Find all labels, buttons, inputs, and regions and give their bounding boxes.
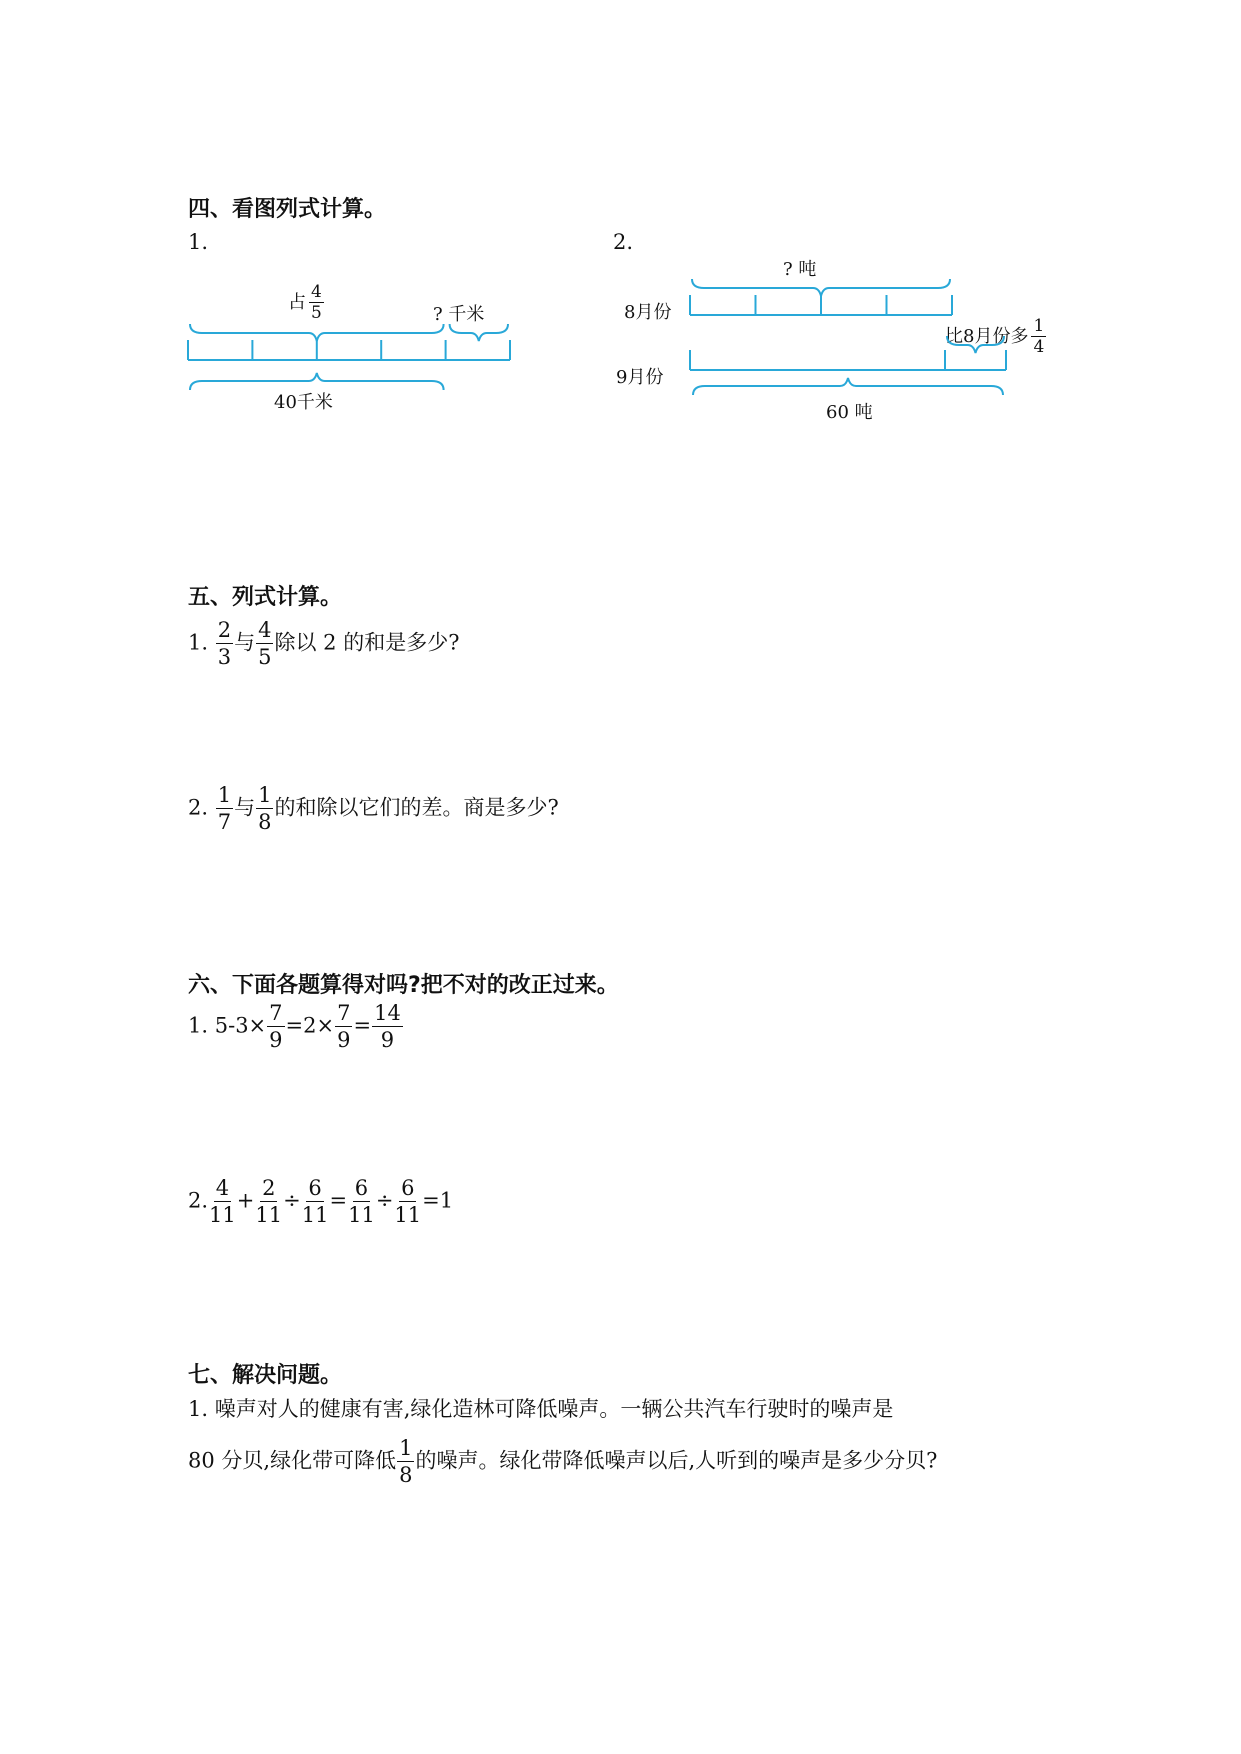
d1-frac-num: 4 — [311, 282, 322, 302]
s5-q2 — [188, 785, 559, 833]
s6-q2-frac-a: $\frac{4}{11}$ — [209, 1176, 236, 1227]
d2-extra-prefix: 比8月份多 — [945, 326, 1029, 347]
d1-unknown-label: ? 千米 — [433, 304, 485, 325]
s6-q2-op1: + — [236, 1188, 255, 1213]
s5-q1-number: 1. — [188, 630, 209, 655]
d1-top-brace — [190, 324, 444, 341]
s4-q2-number: 2. — [613, 230, 634, 254]
s7-q1-frac: $\frac{1}{8}$ — [399, 1436, 413, 1487]
s6-q2-frac-b: $\frac{2}{11}$ — [255, 1176, 283, 1227]
s6-q1 — [188, 1003, 404, 1051]
s6-q2-frac-e: $\frac{6}{11}$ — [394, 1176, 422, 1227]
d2-top-label: ? 吨 — [783, 259, 817, 280]
s5-q2-text: 的和除以它们的差。商是多少? — [274, 795, 559, 820]
s4-q1-number: 1. — [188, 230, 209, 254]
d2-row2-label: 9月份 — [616, 367, 664, 388]
s5-q1 — [188, 620, 459, 668]
d2-row1-label: 8月份 — [624, 302, 672, 323]
d2-extra-brace — [947, 336, 1004, 353]
s7-q1-line2 — [188, 1438, 937, 1486]
s7-q1-line1-text: 噪声对人的健康有害,绿化造林可降低噪声。一辆公共汽车行驶时的噪声是 — [214, 1397, 894, 1421]
s6-q1-part3: = — [353, 1013, 372, 1038]
d1-bottom-brace — [190, 373, 444, 390]
d2-top-brace — [692, 279, 950, 296]
section-6-title: 六、下面各题算得对吗?把不对的改正过来。 — [188, 973, 619, 998]
s6-q1-part1: 5-3× — [214, 1013, 267, 1038]
s5-q1-text: 除以 2 的和是多少? — [274, 630, 460, 655]
line-segment-diagrams — [0, 0, 1241, 460]
s6-q1-frac-b: $\frac{7}{9}$ — [337, 1001, 351, 1052]
d1-top-prefix: 占 — [288, 292, 306, 313]
s6-q2-op2: ÷ — [283, 1188, 301, 1213]
d1-small-brace — [450, 324, 508, 341]
s5-q2-number: 2. — [188, 795, 209, 820]
s6-q2-frac-c: $\frac{6}{11}$ — [301, 1176, 329, 1227]
d2-bottom-brace — [693, 378, 1003, 395]
s6-q1-frac-c: $\frac{14}{9}$ — [374, 1001, 401, 1052]
s6-q1-number: 1. — [188, 1013, 209, 1038]
section-4-title: 四、看图列式计算。 — [188, 197, 387, 222]
section-5-title: 五、列式计算。 — [188, 585, 343, 610]
s7-q1-number: 1. — [188, 1397, 209, 1421]
s6-q2-frac-d: $\frac{6}{11}$ — [348, 1176, 375, 1227]
s5-q2-frac-a: $\frac{1}{7}$ — [217, 783, 232, 834]
s6-q2-number: 2. — [188, 1188, 209, 1213]
s6-q1-frac-a: $\frac{7}{9}$ — [269, 1001, 283, 1052]
s6-q2 — [188, 1178, 453, 1226]
s6-q1-part2: =2× — [285, 1013, 335, 1038]
s5-q1-frac-b: $\frac{4}{5}$ — [258, 618, 272, 669]
diagram-1 — [188, 324, 510, 390]
d1-bottom-label: 40千米 — [274, 392, 333, 413]
s6-q2-op4: ÷ — [375, 1188, 394, 1213]
d1-frac-den: 5 — [311, 303, 322, 323]
d2-frac-den: 4 — [1033, 337, 1045, 357]
s7-q1-line2-part2: 的噪声。绿化带降低噪声以后,人听到的噪声是多少分贝? — [415, 1448, 938, 1473]
s5-q1-joiner: 与 — [234, 630, 256, 655]
s5-q2-frac-b: $\frac{1}{8}$ — [258, 783, 272, 834]
s5-q2-joiner: 与 — [234, 795, 256, 820]
s5-q1-frac-a: $\frac{2}{3}$ — [217, 618, 232, 669]
s6-q2-op3: = — [329, 1188, 348, 1213]
section-7-title: 七、解决问题。 — [188, 1363, 343, 1388]
s7-q1-line2-part1: 80 分贝,绿化带可降低 — [188, 1448, 397, 1473]
diagram-2 — [690, 279, 1006, 395]
s7-q1-line1 — [188, 1393, 893, 1423]
d2-bottom-label: 60 吨 — [826, 402, 873, 423]
s6-q2-result: =1 — [422, 1188, 454, 1213]
d2-frac-num: 1 — [1033, 316, 1045, 336]
